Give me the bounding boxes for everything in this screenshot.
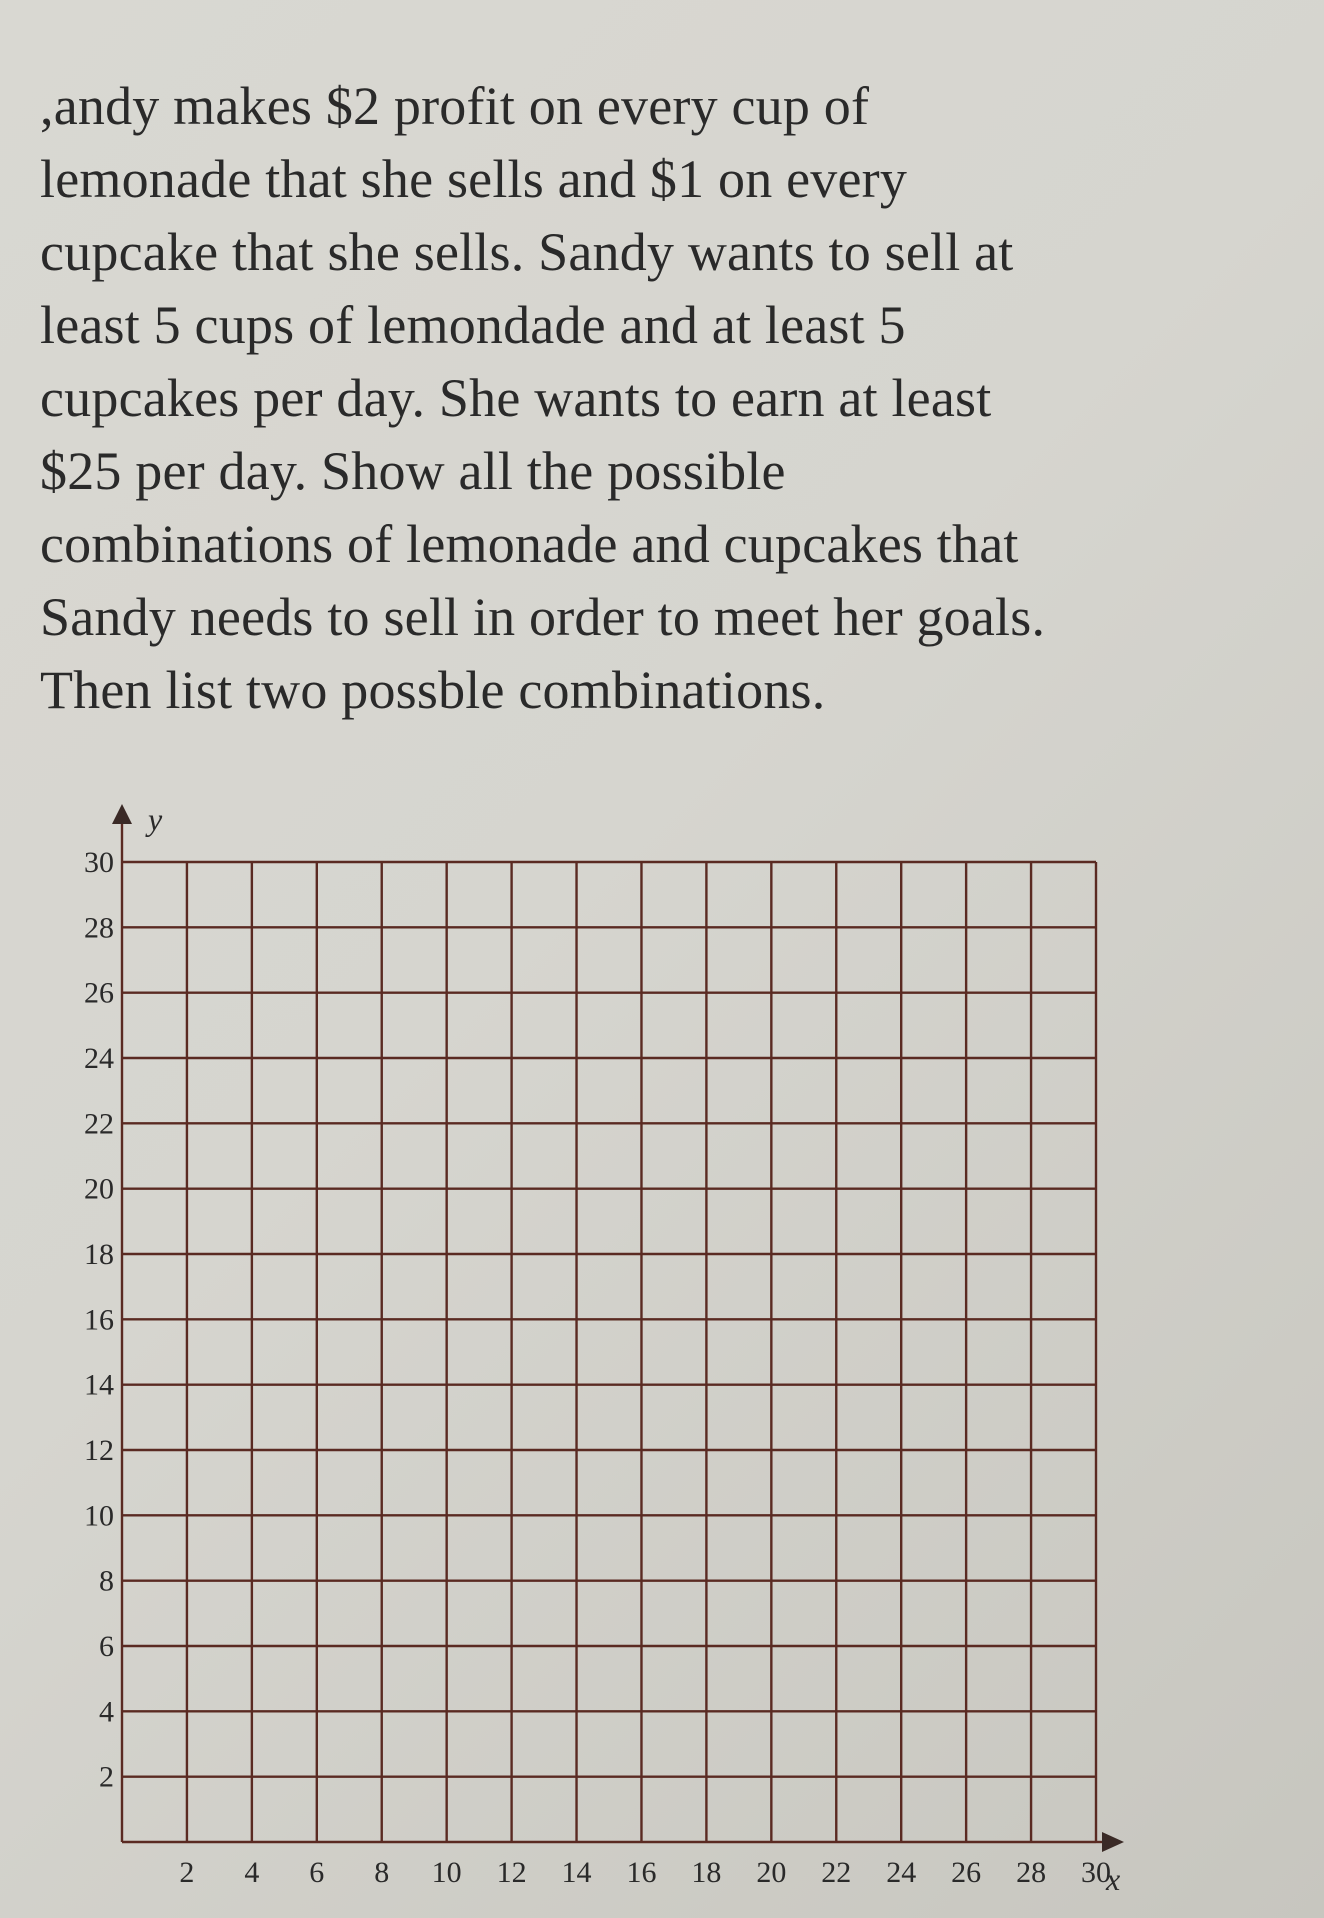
x-tick-label: 22 <box>821 1856 852 1889</box>
problem-line-6: $25 per day. Show all the possible <box>40 441 786 501</box>
problem-line-4: least 5 cups of lemondade and at least 5 <box>40 295 906 355</box>
problem-line-8: Sandy needs to sell in order to meet her goals. <box>40 587 1046 647</box>
x-axis-name: x <box>1106 1861 1121 1897</box>
x-tick-label: 26 <box>951 1856 982 1889</box>
x-tick-label: 8 <box>374 1856 390 1889</box>
y-axis-tick-labels <box>84 846 114 1794</box>
problem-line-3: cupcake that she sells. Sandy wants to sell at <box>40 222 1014 282</box>
y-axis-arrow-icon <box>112 804 132 824</box>
y-tick-label: 6 <box>99 1630 114 1663</box>
y-tick-label: 28 <box>84 911 114 945</box>
y-tick-label: 16 <box>84 1303 114 1337</box>
problem-line-7: combinations of lemonade and cupcakes that <box>40 514 1019 574</box>
x-tick-label: 10 <box>431 1856 462 1889</box>
problem-text <box>40 70 1310 727</box>
y-tick-label: 2 <box>99 1760 114 1794</box>
x-tick-label: 2 <box>179 1856 195 1889</box>
problem-line-9: Then list two possble combinations. <box>40 660 826 720</box>
x-tick-label: 24 <box>886 1856 917 1889</box>
problem-line-2: lemonade that she sells and $1 on every <box>40 149 908 209</box>
x-axis-tick-labels <box>179 1856 1111 1889</box>
x-tick-label: 30 <box>1081 1856 1111 1889</box>
grid-lines <box>122 820 1106 1842</box>
y-tick-label: 4 <box>99 1695 114 1729</box>
x-tick-label: 16 <box>626 1856 657 1889</box>
y-tick-label: 24 <box>84 1042 114 1075</box>
y-tick-label: 12 <box>84 1434 114 1467</box>
x-tick-label: 28 <box>1016 1856 1047 1889</box>
y-tick-label: 10 <box>84 1499 114 1533</box>
y-tick-label: 14 <box>84 1368 114 1402</box>
y-tick-label: 8 <box>99 1564 114 1598</box>
y-tick-label: 30 <box>84 846 114 879</box>
x-axis-arrow-icon <box>1102 1832 1124 1852</box>
x-tick-label: 6 <box>309 1856 325 1889</box>
y-axis-name: y <box>148 801 163 837</box>
x-tick-label: 12 <box>496 1856 527 1889</box>
coordinate-grid <box>0 790 1324 1900</box>
x-tick-label: 18 <box>691 1856 722 1889</box>
x-tick-label: 14 <box>561 1856 592 1889</box>
x-tick-label: 4 <box>244 1856 260 1889</box>
y-tick-label: 26 <box>84 976 114 1010</box>
x-tick-label: 20 <box>756 1856 787 1889</box>
problem-line-5: cupcakes per day. She wants to earn at least <box>40 368 992 428</box>
y-tick-label: 22 <box>84 1107 114 1141</box>
y-tick-label: 18 <box>84 1238 114 1271</box>
y-tick-label: 20 <box>84 1172 114 1206</box>
problem-line-1: ,andy makes $2 profit on every cup of <box>40 76 870 136</box>
